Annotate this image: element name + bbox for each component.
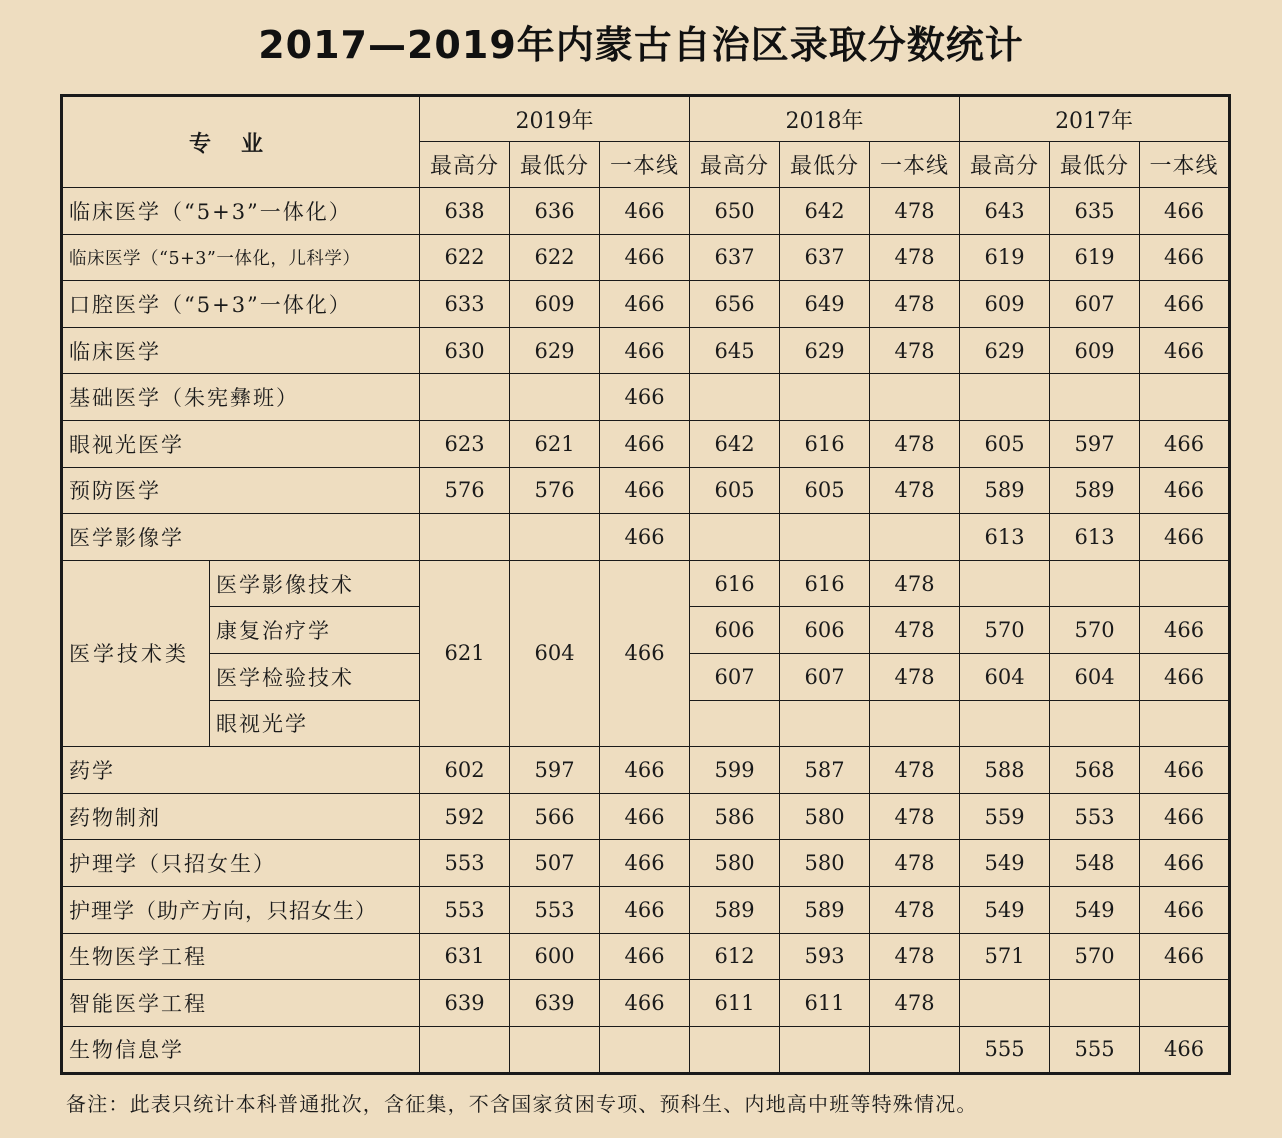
sub-major-name: 医学检验技术 (210, 653, 420, 700)
score-cell: 645 (690, 327, 780, 374)
score-cell: 635 (1050, 188, 1140, 235)
score-cell: 587 (780, 747, 870, 794)
score-cell (780, 514, 870, 561)
score-cell: 623 (420, 420, 510, 467)
score-cell: 613 (1050, 514, 1140, 561)
score-cell: 478 (870, 607, 960, 654)
score-cell: 637 (780, 234, 870, 281)
score-cell: 588 (960, 747, 1050, 794)
score-cell: 466 (1140, 281, 1230, 328)
score-cell: 622 (420, 234, 510, 281)
score-cell: 466 (1140, 514, 1230, 561)
major-name: 护理学（助产方向，只招女生） (62, 886, 420, 933)
score-cell: 606 (690, 607, 780, 654)
col-header-max: 最高分 (690, 142, 780, 188)
major-name: 临床医学（“5+3”一体化，儿科学） (62, 234, 420, 281)
col-header-min: 最低分 (780, 142, 870, 188)
score-cell: 478 (870, 420, 960, 467)
score-cell: 507 (510, 840, 600, 887)
score-cell: 649 (780, 281, 870, 328)
score-cell: 478 (870, 327, 960, 374)
score-cell: 478 (870, 840, 960, 887)
score-cell: 571 (960, 933, 1050, 980)
score-cell: 466 (1140, 653, 1230, 700)
score-cell: 619 (1050, 234, 1140, 281)
table-row (62, 933, 1230, 980)
score-cell: 466 (600, 886, 690, 933)
score-cell: 639 (510, 980, 600, 1027)
year-header-2017: 2017年 (960, 96, 1230, 142)
score-cell: 553 (1050, 793, 1140, 840)
score-cell: 466 (600, 980, 690, 1027)
score-cell: 478 (870, 560, 960, 607)
score-cell: 599 (690, 747, 780, 794)
score-cell (1140, 560, 1230, 607)
score-cell: 604 (1050, 653, 1140, 700)
score-cell (1050, 374, 1140, 421)
score-cell: 466 (600, 793, 690, 840)
score-cell: 616 (690, 560, 780, 607)
score-cell: 466 (600, 514, 690, 561)
score-cell: 633 (420, 281, 510, 328)
score-cell (1050, 700, 1140, 747)
score-cell: 466 (1140, 1026, 1230, 1074)
score-cell: 621 (510, 420, 600, 467)
score-cell (600, 1026, 690, 1074)
major-name: 药学 (62, 747, 420, 794)
footnote: 备注：此表只统计本科普通批次，含征集，不含国家贫困专项、预科生、内地高中班等特殊情况。 (66, 1092, 978, 1116)
col-header-max: 最高分 (420, 142, 510, 188)
score-cell: 604 (510, 560, 600, 746)
score-cell: 466 (600, 420, 690, 467)
sub-major-name: 医学影像技术 (210, 560, 420, 607)
score-cell: 478 (870, 234, 960, 281)
score-cell: 466 (600, 281, 690, 328)
score-cell: 592 (420, 793, 510, 840)
score-cell (1050, 980, 1140, 1027)
score-cell: 589 (690, 886, 780, 933)
score-cell: 466 (1140, 420, 1230, 467)
score-cell: 604 (960, 653, 1050, 700)
table-row (62, 188, 1230, 235)
score-cell: 466 (1140, 933, 1230, 980)
score-cell: 606 (780, 607, 870, 654)
score-cell: 589 (960, 467, 1050, 514)
year-header-2018: 2018年 (690, 96, 960, 142)
score-cell (510, 514, 600, 561)
table-row (62, 420, 1230, 467)
score-cell (960, 980, 1050, 1027)
score-cell (420, 374, 510, 421)
score-cell: 549 (960, 886, 1050, 933)
score-cell (1140, 700, 1230, 747)
score-cell: 609 (510, 281, 600, 328)
score-cell: 580 (690, 840, 780, 887)
score-cell (1050, 560, 1140, 607)
score-cell: 621 (420, 560, 510, 746)
table-row (62, 793, 1230, 840)
score-cell (690, 1026, 780, 1074)
score-cell: 631 (420, 933, 510, 980)
major-name: 眼视光医学 (62, 420, 420, 467)
score-cell: 636 (510, 188, 600, 235)
score-cell (780, 1026, 870, 1074)
score-cell: 589 (1050, 467, 1140, 514)
table-row (62, 840, 1230, 887)
score-cell: 605 (780, 467, 870, 514)
major-name: 临床医学（“5+3”一体化） (62, 188, 420, 235)
score-cell: 576 (510, 467, 600, 514)
table-row (62, 327, 1230, 374)
score-cell: 607 (690, 653, 780, 700)
score-cell: 637 (690, 234, 780, 281)
major-name: 预防医学 (62, 467, 420, 514)
score-cell (420, 1026, 510, 1074)
score-cell (870, 374, 960, 421)
col-header-min: 最低分 (510, 142, 600, 188)
score-cell: 570 (1050, 933, 1140, 980)
score-cell: 580 (780, 793, 870, 840)
score-cell: 630 (420, 327, 510, 374)
major-header: 专业 (62, 96, 420, 188)
score-cell (780, 700, 870, 747)
score-cell: 600 (510, 933, 600, 980)
score-cell: 570 (960, 607, 1050, 654)
score-cell: 613 (960, 514, 1050, 561)
score-cell: 629 (510, 327, 600, 374)
year-header-2019: 2019年 (420, 96, 690, 142)
score-cell: 549 (960, 840, 1050, 887)
score-cell (780, 374, 870, 421)
score-cell: 478 (870, 886, 960, 933)
score-cell: 478 (870, 188, 960, 235)
score-cell: 580 (780, 840, 870, 887)
score-cell: 466 (1140, 747, 1230, 794)
score-cell: 553 (420, 840, 510, 887)
score-cell: 553 (510, 886, 600, 933)
table-row (62, 281, 1230, 328)
score-cell: 609 (960, 281, 1050, 328)
score-cell: 466 (600, 188, 690, 235)
col-header-max: 最高分 (960, 142, 1050, 188)
score-cell: 478 (870, 653, 960, 700)
score-cell (870, 514, 960, 561)
score-cell (510, 374, 600, 421)
score-cell: 611 (780, 980, 870, 1027)
score-cell (690, 700, 780, 747)
score-cell: 629 (780, 327, 870, 374)
score-cell: 555 (960, 1026, 1050, 1074)
score-cell: 549 (1050, 886, 1140, 933)
score-cell: 478 (870, 933, 960, 980)
score-cell: 466 (600, 327, 690, 374)
major-name: 护理学（只招女生） (62, 840, 420, 887)
score-cell: 609 (1050, 327, 1140, 374)
score-cell: 629 (960, 327, 1050, 374)
score-cell (1140, 374, 1230, 421)
score-cell (420, 514, 510, 561)
admission-score-table (60, 94, 1231, 1075)
score-cell (870, 700, 960, 747)
table-row (62, 234, 1230, 281)
year-header-row (62, 96, 1230, 142)
score-cell: 559 (960, 793, 1050, 840)
table-row (62, 886, 1230, 933)
score-cell: 555 (1050, 1026, 1140, 1074)
score-cell (510, 1026, 600, 1074)
score-cell: 466 (1140, 234, 1230, 281)
score-cell: 478 (870, 980, 960, 1027)
col-header-line: 一本线 (1140, 142, 1230, 188)
sub-major-name: 眼视光学 (210, 700, 420, 747)
score-cell: 642 (690, 420, 780, 467)
score-cell: 656 (690, 281, 780, 328)
major-name: 基础医学（朱宪彝班） (62, 374, 420, 421)
score-cell: 478 (870, 281, 960, 328)
col-header-line: 一本线 (600, 142, 690, 188)
score-cell: 478 (870, 467, 960, 514)
score-cell: 566 (510, 793, 600, 840)
table-row (62, 374, 1230, 421)
table-row (62, 560, 1230, 607)
score-cell: 611 (690, 980, 780, 1027)
sub-major-name: 康复治疗学 (210, 607, 420, 654)
score-cell: 602 (420, 747, 510, 794)
score-cell: 639 (420, 980, 510, 1027)
score-cell: 466 (600, 560, 690, 746)
score-cell: 612 (690, 933, 780, 980)
score-cell: 466 (1140, 188, 1230, 235)
score-cell: 466 (600, 234, 690, 281)
major-name: 生物信息学 (62, 1026, 420, 1074)
score-cell (690, 514, 780, 561)
score-cell (1140, 980, 1230, 1027)
score-cell: 586 (690, 793, 780, 840)
score-cell (960, 374, 1050, 421)
table-row (62, 467, 1230, 514)
score-cell: 650 (690, 188, 780, 235)
score-cell: 478 (870, 747, 960, 794)
score-cell: 607 (780, 653, 870, 700)
score-cell (960, 560, 1050, 607)
score-cell (960, 700, 1050, 747)
score-cell: 466 (1140, 886, 1230, 933)
score-cell: 622 (510, 234, 600, 281)
score-cell: 589 (780, 886, 870, 933)
score-cell: 597 (510, 747, 600, 794)
score-cell: 616 (780, 420, 870, 467)
score-cell: 576 (420, 467, 510, 514)
score-cell: 607 (1050, 281, 1140, 328)
major-name: 医学影像学 (62, 514, 420, 561)
col-header-min: 最低分 (1050, 142, 1140, 188)
table-row (62, 1026, 1230, 1074)
major-name: 生物医学工程 (62, 933, 420, 980)
score-cell: 466 (1140, 467, 1230, 514)
score-cell: 616 (780, 560, 870, 607)
score-cell: 605 (960, 420, 1050, 467)
table-row (62, 747, 1230, 794)
page-title: 2017—2019年内蒙古自治区录取分数统计 (258, 23, 1024, 67)
col-header-line: 一本线 (870, 142, 960, 188)
score-cell: 593 (780, 933, 870, 980)
major-name: 口腔医学（“5+3”一体化） (62, 281, 420, 328)
score-cell: 466 (1140, 607, 1230, 654)
score-cell: 466 (600, 374, 690, 421)
major-name: 智能医学工程 (62, 980, 420, 1027)
score-cell: 466 (1140, 840, 1230, 887)
score-cell: 643 (960, 188, 1050, 235)
score-cell: 568 (1050, 747, 1140, 794)
group-label: 医学技术类 (62, 560, 210, 746)
major-name: 药物制剂 (62, 793, 420, 840)
score-cell: 466 (600, 840, 690, 887)
score-cell: 466 (600, 933, 690, 980)
score-cell: 597 (1050, 420, 1140, 467)
table-row (62, 980, 1230, 1027)
score-cell: 619 (960, 234, 1050, 281)
table-row (62, 514, 1230, 561)
score-cell: 570 (1050, 607, 1140, 654)
score-cell: 548 (1050, 840, 1140, 887)
score-cell: 466 (600, 467, 690, 514)
score-cell: 466 (600, 747, 690, 794)
score-cell: 605 (690, 467, 780, 514)
score-cell (690, 374, 780, 421)
score-cell: 638 (420, 188, 510, 235)
major-name: 临床医学 (62, 327, 420, 374)
score-cell: 478 (870, 793, 960, 840)
score-cell: 466 (1140, 793, 1230, 840)
score-cell: 553 (420, 886, 510, 933)
score-cell: 642 (780, 188, 870, 235)
score-cell: 466 (1140, 327, 1230, 374)
score-cell (870, 1026, 960, 1074)
